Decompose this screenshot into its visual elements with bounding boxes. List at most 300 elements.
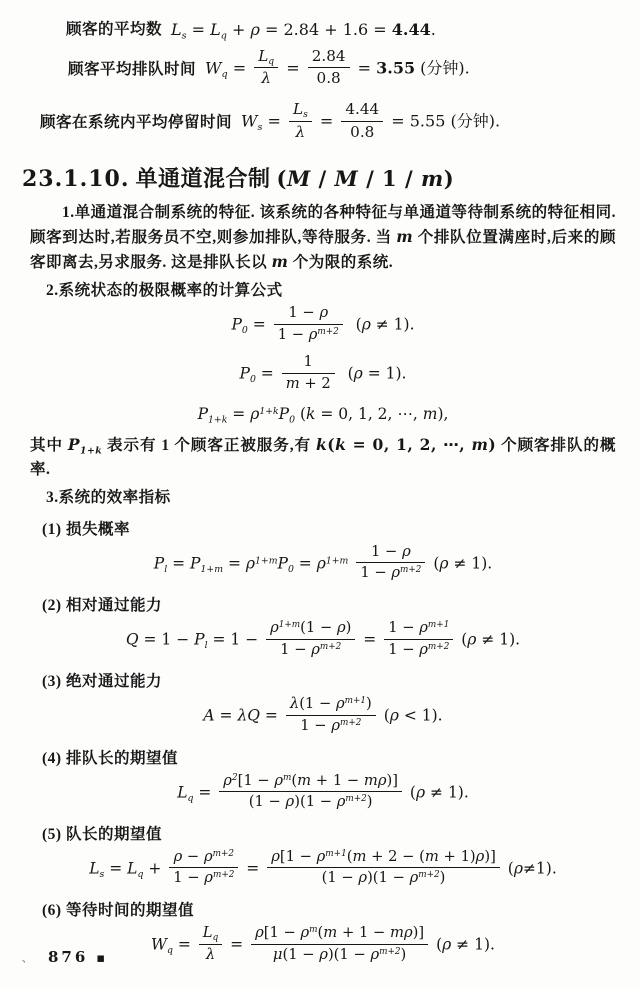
math-frac (341, 100, 383, 141)
math-mo: = (214, 706, 238, 725)
math-seg-text: 其中 (30, 436, 68, 454)
math-den (199, 945, 222, 965)
math-mi: μ (272, 945, 283, 963)
math-seg-text: 1.单通道混合制系统的特征. 该系统的各种特征与单通道等待制系统的特征相同. 顾客到达时,若服务员不空,则参加排队,等待服务. 当 (30, 203, 616, 246)
math-mi: λ (295, 122, 306, 141)
math-mo: = (104, 859, 128, 878)
math-mi: Q (247, 706, 260, 725)
math-msup: m+2 (317, 326, 339, 337)
math-ms: s (303, 110, 308, 121)
formula-p-1plusk (30, 405, 616, 424)
math-mi: λ (261, 69, 271, 88)
paragraph-probability-note (30, 433, 616, 482)
math-mo: = 0, 1, 2, ⋯, (315, 404, 423, 423)
math-msup: m+2 (212, 870, 235, 881)
math-mi: L (258, 47, 269, 65)
subsection-2-label: 2.系统状态的极限概率的计算公式 (46, 281, 283, 299)
math-mo: ( (291, 771, 298, 789)
math-frac (308, 47, 350, 88)
math-mi: ρ (274, 771, 284, 789)
math-mi: P (153, 554, 165, 573)
math-mi: L (210, 20, 221, 39)
math-msup: 1+m (254, 555, 278, 567)
formula-system-length-expectation (30, 847, 616, 890)
math-mi: ρ (255, 924, 264, 942)
math-frac (286, 695, 376, 735)
math-seg-math (271, 251, 289, 271)
math-mo: / (310, 165, 335, 191)
math-ms: q (187, 792, 194, 804)
math-num (169, 848, 238, 869)
math-mo: = (358, 630, 382, 649)
math-den (267, 868, 500, 888)
math-mo: (分钟). (415, 58, 470, 78)
math-mo: ( (295, 404, 306, 423)
math-mi: ρ (439, 554, 449, 573)
math-mo: = 1 − (207, 630, 264, 649)
math-mo: 4.44 (345, 100, 380, 119)
math-num (289, 100, 312, 121)
math-mo: = 5.55 (分钟). (386, 111, 501, 131)
math-mo: ( (378, 706, 390, 725)
math-msup: m+2 (319, 641, 342, 652)
math-msup: 1+k (259, 405, 279, 417)
item-4-queue-length-label: (4) 排队长的期望值 (42, 749, 178, 767)
math-frac (251, 924, 428, 964)
math-mi: P (278, 404, 290, 423)
math-msup: m+2 (427, 641, 450, 652)
math-mo: (1 − (300, 618, 337, 636)
math-mi: Q (125, 630, 139, 649)
math-mo: = (227, 404, 251, 423)
math-mi: ρ (409, 869, 419, 887)
math-den (251, 945, 428, 965)
math-ms: 0 (287, 563, 294, 575)
math-mo: ≠ 1). (425, 783, 469, 802)
math-mi: W (205, 58, 222, 78)
item-3-absolute-capacity-label: (3) 绝对通过能力 (42, 673, 162, 691)
math-mo: ( (502, 859, 514, 878)
math-mo: ( (276, 165, 287, 191)
math-mo: = (193, 783, 217, 802)
math-ms: q (220, 30, 227, 42)
math-mo: + 2 − ( (366, 847, 425, 865)
math-mo: + (226, 20, 251, 39)
math-msup: m+2 (418, 870, 440, 881)
math-mi: ρ (270, 618, 279, 636)
math-ms: q (166, 945, 173, 957)
math-mi: ρ (331, 716, 340, 734)
math-mi: P (190, 554, 201, 573)
math-mo: = 1). (362, 364, 407, 383)
formula-loss-probability (30, 542, 616, 585)
math-msup: m+1 (427, 620, 450, 631)
math-mo: = (223, 554, 246, 573)
math-mo: 1 − (360, 564, 392, 582)
math-msup: m+2 (212, 848, 234, 859)
math-mo: 4.44 (391, 20, 431, 39)
math-mi: ρ (442, 935, 452, 954)
math-mo: ≠ 1). (448, 554, 493, 573)
math-msup: m+2 (379, 946, 401, 957)
math-msup: 1+m (325, 555, 349, 567)
math-mi: W (241, 111, 258, 131)
math-num (341, 100, 383, 121)
math-num (356, 543, 425, 564)
math-mo: = (262, 111, 286, 131)
math-mo: ( (317, 924, 324, 942)
math-mo (348, 554, 353, 572)
math-den (289, 122, 312, 142)
intro-formula-ls (171, 20, 436, 40)
math-msup: 2 (231, 772, 238, 783)
math-mi: ρ (353, 364, 363, 383)
item-2-relative-capacity-label: (2) 相对通过能力 (42, 596, 162, 614)
math-mo: ≠ 1). (476, 630, 521, 649)
math-mi: P (197, 404, 208, 423)
math-mo: + (143, 859, 167, 878)
math-mo: = (241, 859, 265, 878)
math-mi: ρ (203, 847, 213, 865)
math-mi: k (306, 404, 316, 423)
math-mi: ρ (250, 20, 260, 39)
intro-line-customers-average (30, 18, 616, 42)
math-seg-text: 表示有 1 个顾客正被服务,有 (102, 436, 316, 454)
math-mo: < 1). (398, 706, 443, 725)
math-msup: m+1 (325, 848, 347, 859)
math-mi: m (396, 226, 414, 246)
math-mi: λ (237, 706, 248, 725)
section-heading (22, 162, 616, 193)
math-mi: ρ (285, 793, 295, 811)
math-mo: ( (428, 554, 440, 573)
math-mo: ( (405, 783, 416, 802)
math-mo: [1 − (237, 771, 275, 789)
math-ms: 0 (241, 324, 248, 336)
math-mi: L (177, 783, 188, 802)
formula-p0-rho-eq-1 (30, 355, 616, 395)
math-mi: M (286, 165, 311, 191)
math-mi: L (127, 859, 138, 878)
math-mo: (1 − (282, 945, 320, 963)
math-mo: = (167, 554, 191, 573)
math-mo: 2.84 (311, 47, 346, 65)
math-den (384, 640, 453, 660)
math-ms: 1+k (79, 444, 103, 456)
math-msup: m+1 (344, 696, 367, 707)
item-1-loss-probability-label: (1) 损失概率 (42, 520, 130, 538)
math-ms: s (257, 122, 263, 134)
math-mo: (1 − (321, 869, 359, 887)
intro-formula-wq (205, 49, 470, 90)
math-mo: / 1 / (358, 165, 421, 191)
math-num (274, 304, 343, 325)
math-mo: 3.55 (376, 58, 416, 78)
math-mi: ρ (336, 618, 346, 636)
math-mi: ρ (335, 695, 345, 713)
math-frac (289, 100, 312, 141)
math-mi: ρ (391, 564, 401, 582)
section-title: 单通道混合制 (135, 165, 271, 191)
math-mo: + 1 − (337, 924, 391, 942)
math-mi: L (292, 100, 304, 119)
math-mo: ) (366, 793, 373, 811)
math-ms: 1+m (200, 563, 224, 575)
paragraph-system-characteristics (30, 201, 616, 275)
math-msup: m+2 (400, 565, 422, 576)
math-num (384, 619, 453, 640)
math-mi: M (334, 165, 359, 191)
math-mo: 0.8 (350, 122, 375, 141)
math-mi: P (67, 434, 80, 454)
math-mi: m (271, 251, 289, 271)
math-mi: ρ (370, 945, 380, 963)
math-ms: 0 (249, 374, 256, 386)
math-den (282, 374, 335, 394)
math-num (251, 924, 428, 945)
math-mo: ≠ 1). (451, 935, 495, 954)
math-mi: ρ (311, 640, 320, 658)
intro-label: 顾客平均排队时间 (68, 60, 197, 78)
math-mi: L (202, 924, 213, 942)
page-footer (22, 948, 105, 966)
math-den (169, 868, 238, 888)
math-mo: ≠1). (522, 859, 557, 878)
math-frac (356, 543, 425, 583)
math-mi: ρ (402, 542, 411, 560)
math-frac (282, 353, 335, 393)
math-num (199, 924, 222, 945)
math-num (219, 772, 402, 793)
math-mo: 1 − (388, 640, 420, 658)
math-mo: ( (346, 847, 353, 865)
formula-waiting-time-expectation (30, 926, 616, 966)
item-5-system-length-label: (5) 队长的期望值 (42, 825, 162, 843)
math-mo: ) (439, 869, 446, 887)
math-mo: 1 − (280, 640, 312, 658)
math-frac (254, 47, 278, 88)
math-den (341, 122, 383, 142)
math-seg-text: 个排队位置满座时,后来的顾客即离去,另求服务. 这是排队长以 (30, 228, 616, 271)
math-mi: m (285, 374, 300, 392)
math-msup: m (309, 925, 318, 936)
section-number: 23.1.10. (22, 165, 130, 192)
math-mi: m (424, 847, 439, 865)
math-mi: ρ (403, 924, 413, 942)
math-mo: [1 − (263, 924, 301, 942)
math-mi: ρ (419, 640, 428, 658)
math-den (274, 325, 343, 345)
math-mi: P (194, 630, 205, 649)
math-mo: . (430, 20, 436, 39)
math-mo: 1 − (388, 618, 420, 636)
math-msup: 1+m (278, 620, 301, 631)
math-mo: )(1 − (294, 793, 337, 811)
intro-label: 顾客的平均数 (66, 21, 163, 38)
math-num (282, 353, 335, 374)
math-mo: = (225, 935, 249, 954)
math-mi: P (231, 315, 242, 334)
math-ms: s (99, 868, 105, 880)
math-mo: [1 − (279, 847, 317, 865)
math-ms: l (204, 639, 208, 651)
math-mo: = (247, 315, 271, 334)
math-msup: m+2 (339, 718, 362, 728)
math-frac (384, 619, 453, 659)
math-mi: m (420, 165, 444, 191)
math-num (266, 619, 355, 640)
math-frac (199, 924, 222, 964)
math-mi: ρ (319, 945, 328, 963)
math-mo: 1 (303, 353, 313, 371)
math-mi: P (239, 364, 250, 383)
math-ms: q (212, 933, 219, 944)
math-seg-math (67, 434, 103, 456)
math-msup: m (283, 772, 292, 783)
math-mo: )] (386, 771, 398, 789)
math-mo: = 1 − (138, 630, 195, 649)
math-mi: ρ (389, 706, 399, 725)
math-mo: 0.8 (316, 69, 341, 88)
math-mo: = 0, 1, 2, ⋯, (346, 434, 472, 454)
math-mi: ρ (316, 847, 326, 865)
math-mo: ≠ 1). (370, 315, 415, 334)
math-seg-text: 个顾客排队的概率. (30, 436, 616, 478)
math-mi: ρ (336, 793, 346, 811)
math-mi: ρ (223, 771, 232, 789)
math-mo: )(1 − (327, 945, 371, 963)
intro-label: 顾客在系统内平均停留时间 (40, 114, 233, 132)
math-mo: = (352, 58, 377, 78)
math-mi: m (390, 924, 404, 942)
math-mi: k (335, 434, 347, 454)
math-den (254, 68, 278, 88)
math-mo: )] (412, 924, 425, 942)
math-mi: λ (289, 695, 300, 713)
math-mo: = (255, 364, 279, 383)
math-den (308, 68, 350, 88)
math-mo: ), (437, 404, 449, 423)
math-mo: )(1 − (367, 869, 410, 887)
math-ms: q (137, 868, 144, 880)
math-ms: l (164, 563, 168, 575)
math-num (308, 47, 350, 68)
math-mi: ρ (308, 325, 318, 343)
math-mo: = (227, 58, 252, 78)
math-ms: s (181, 30, 187, 42)
math-mi: ρ (475, 847, 485, 865)
math-mo: ( (337, 364, 354, 383)
math-mo: ) (443, 165, 455, 191)
math-mi: ρ (361, 315, 371, 334)
math-mo: = (281, 58, 305, 78)
math-mo: = (172, 935, 196, 954)
math-mi: ρ (319, 303, 329, 321)
formula-queue-length-expectation (30, 771, 616, 814)
intro-line-average-sojourn (30, 102, 616, 143)
math-mo: 1 − (173, 869, 205, 887)
math-mo: + 1) (438, 847, 476, 865)
math-mo: (1 − (299, 695, 336, 713)
math-mi: L (171, 20, 182, 39)
math-mi: ρ (300, 924, 310, 942)
math-mi: ρ (419, 618, 428, 636)
footer-scan-tick: 、 (22, 954, 32, 965)
math-mi: m (323, 924, 338, 942)
math-mi: m (422, 404, 438, 423)
math-mo: 1 − (371, 542, 403, 560)
math-mi: ρ (271, 847, 280, 865)
math-mo: = (293, 554, 317, 573)
math-mi: W (151, 935, 167, 954)
math-ms: q (268, 57, 275, 68)
math-mo: = (260, 706, 283, 725)
math-num (286, 695, 376, 716)
math-mi: ρ (173, 847, 183, 865)
math-mo: = 2.84 + 1.6 = (259, 20, 392, 39)
math-num (254, 47, 278, 68)
formula-absolute-capacity (30, 697, 616, 737)
intro-results-block (30, 18, 616, 144)
math-frac (219, 772, 402, 812)
math-den (286, 716, 376, 736)
math-frac (169, 848, 238, 888)
math-num (267, 848, 500, 869)
math-mo: ) (400, 945, 407, 963)
math-seg-math (396, 226, 414, 246)
math-mo: ) (345, 618, 352, 636)
math-mi: m (352, 847, 367, 865)
math-mo: ( (345, 315, 362, 334)
math-mo: = (314, 111, 339, 131)
math-mi: ρ (513, 859, 523, 878)
math-ms: q (221, 68, 228, 80)
intro-line-average-wait (30, 49, 616, 90)
intro-formula-ws (241, 102, 500, 143)
math-frac (266, 619, 355, 659)
math-ms: 0 (289, 413, 296, 425)
item-6-waiting-time-label: (6) 等待时间的期望值 (42, 902, 194, 920)
math-mi: P (277, 554, 288, 573)
math-den (356, 563, 425, 583)
math-mi: ρ (316, 554, 326, 573)
math-mi: ρ (415, 783, 426, 802)
math-mi: ρ (467, 630, 477, 649)
math-mi: m (471, 434, 489, 454)
section-title-math (277, 167, 455, 191)
math-mi: ρ (377, 771, 387, 789)
math-mi: m (297, 771, 312, 789)
math-mo: )] (484, 847, 496, 865)
math-msup: m+2 (345, 794, 367, 805)
math-den (219, 792, 402, 812)
math-mo: ( (456, 630, 468, 649)
formula-relative-capacity (30, 618, 616, 661)
formula-p0-rho-ne-1 (30, 303, 616, 346)
math-mo: − (182, 847, 204, 865)
math-mo: 1 − (277, 325, 309, 343)
math-frac (267, 848, 500, 888)
math-mi: λ (205, 945, 216, 963)
math-mo: ) (366, 695, 372, 713)
math-mo: ( (431, 935, 443, 954)
math-mo: + 1 − (311, 771, 364, 789)
math-frac (274, 304, 343, 344)
math-seg-math (315, 434, 497, 454)
math-mi: ρ (245, 554, 255, 573)
math-mo: = (186, 20, 211, 39)
math-mo: + 2 (299, 374, 331, 392)
